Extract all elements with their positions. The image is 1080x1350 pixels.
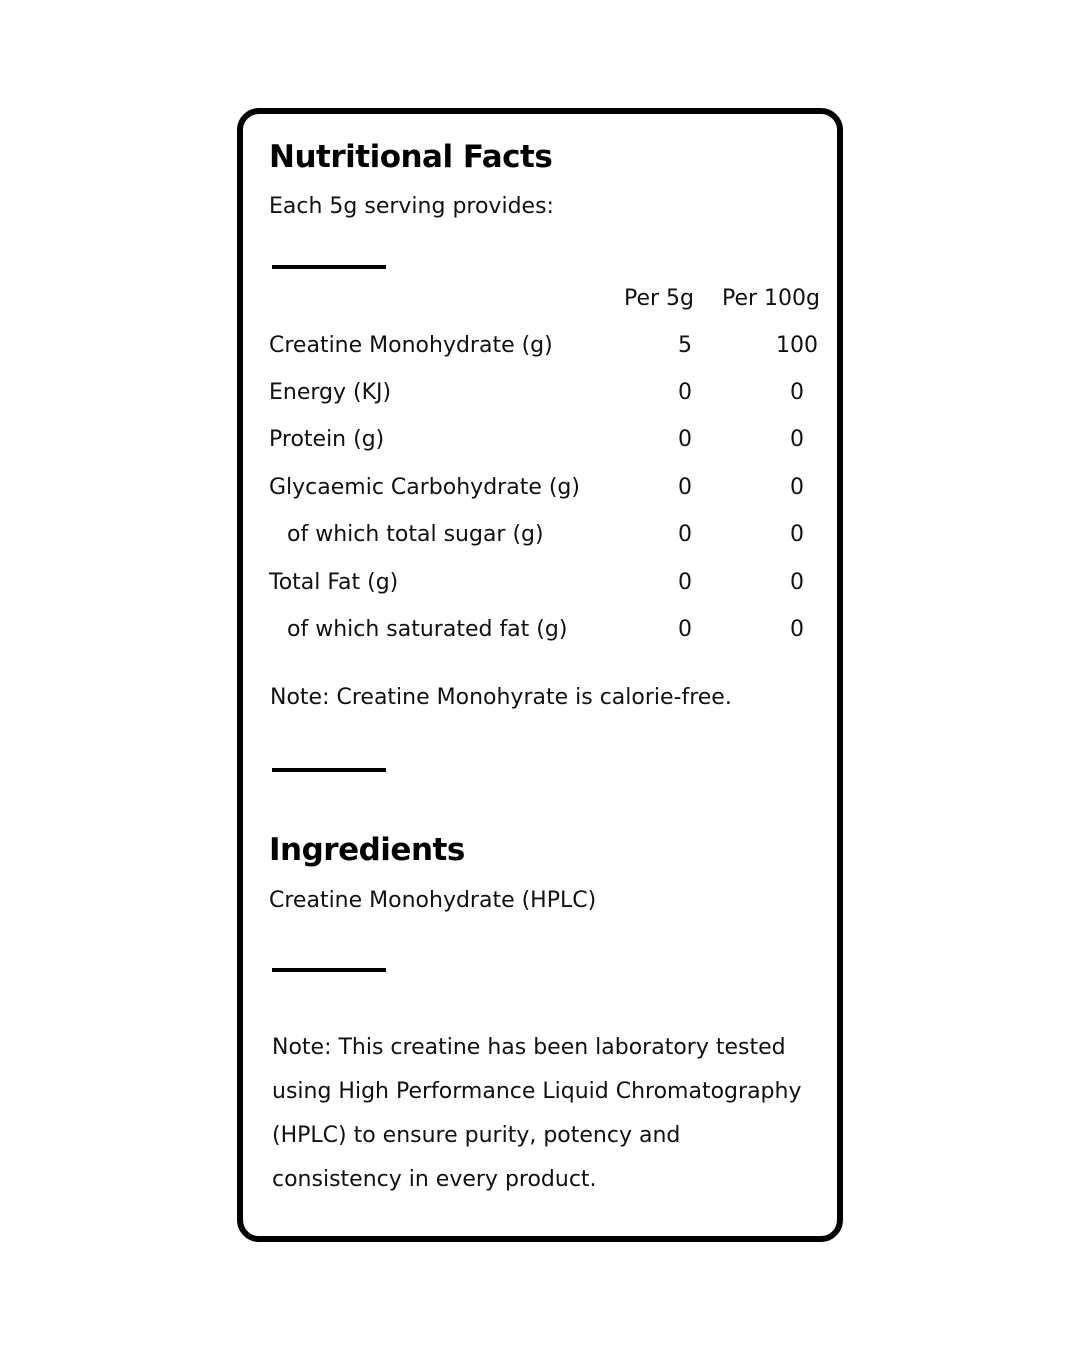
table-row (269, 333, 829, 363)
per-serving-value: 0 (678, 380, 692, 405)
section-divider (272, 768, 386, 772)
nutrient-name: of which total sugar (g) (287, 522, 544, 547)
per-serving-value: 5 (678, 333, 692, 358)
nutrient-name: Glycaemic Carbohydrate (g) (269, 475, 580, 500)
per-serving-value: 0 (678, 427, 692, 452)
ingredients-title: Ingredients (269, 832, 465, 868)
ingredients-text: Creatine Monohydrate (HPLC) (269, 888, 597, 913)
nutrient-name: Protein (g) (269, 427, 385, 452)
table-row (269, 380, 829, 410)
per-100g-value: 0 (790, 380, 804, 405)
column-header-per-serving: Per 5g (623, 286, 695, 311)
table-row (269, 427, 829, 457)
per-100g-value: 100 (776, 333, 818, 358)
per-serving-value: 0 (678, 475, 692, 500)
per-serving-value: 0 (678, 617, 692, 642)
per-100g-value: 0 (790, 570, 804, 595)
per-100g-value: 0 (790, 617, 804, 642)
table-row (269, 475, 829, 505)
per-serving-value: 0 (678, 570, 692, 595)
nutrient-name: Energy (KJ) (269, 380, 392, 405)
per-100g-value: 0 (790, 427, 804, 452)
per-100g-value: 0 (790, 475, 804, 500)
nutrient-name: of which saturated fat (g) (287, 617, 568, 642)
nutrition-label-card (237, 108, 843, 1242)
table-row (269, 617, 829, 647)
section-divider (272, 968, 386, 972)
nutrient-name: Total Fat (g) (269, 570, 399, 595)
table-row (269, 570, 829, 600)
serving-subtitle: Each 5g serving provides: (269, 194, 554, 219)
per-serving-value: 0 (678, 522, 692, 547)
nutrient-name: Creatine Monohydrate (g) (269, 333, 553, 358)
column-header-per-100g: Per 100g (721, 286, 820, 311)
calorie-note: Note: Creatine Monohyrate is calorie-free. (270, 685, 732, 710)
section-divider (272, 265, 386, 269)
table-row (269, 522, 829, 552)
nutrition-title: Nutritional Facts (269, 139, 553, 175)
testing-note: Note: This creatine has been laboratory tested using High Performance Liquid Chromatography (HPLC) to ensure purity, potency and consistency in every product. (272, 1035, 802, 1192)
per-100g-value: 0 (790, 522, 804, 547)
